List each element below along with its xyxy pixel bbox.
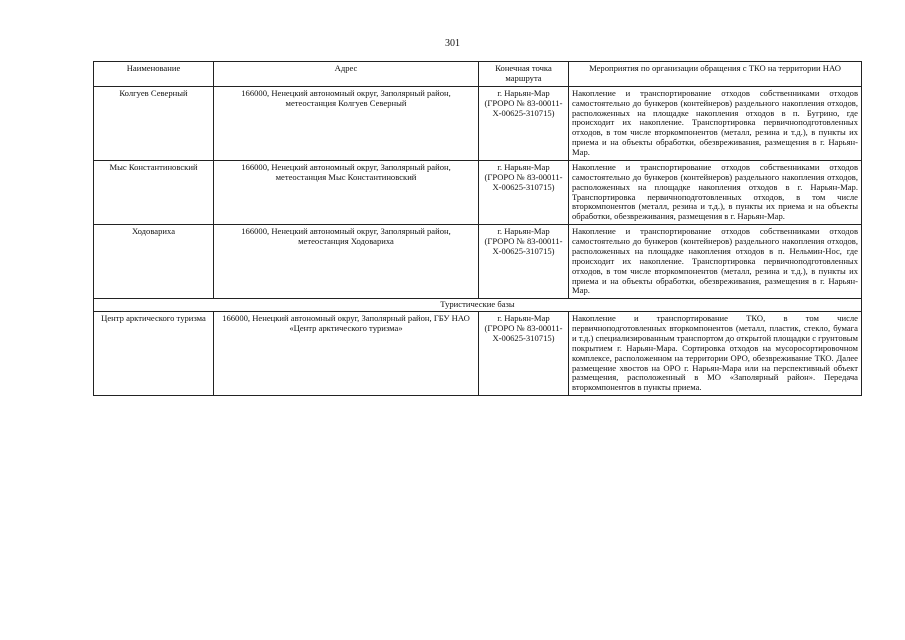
section-title: Туристические базы xyxy=(94,299,862,312)
cell-endpoint: г. Нарьян-Мар (ГРОРО № 83-00011-Х-00625-310715) xyxy=(479,86,569,160)
cell-address: 166000, Ненецкий автономный округ, Заполярный район, метеостанция Колгуев Северный xyxy=(214,86,479,160)
page-number: 301 xyxy=(445,38,460,49)
table-row xyxy=(94,312,862,396)
document-table xyxy=(93,61,862,396)
header-endpoint: Конечная точка маршрута xyxy=(479,62,569,87)
header-measures: Мероприятия по организации обращения с ТКО на территории НАО xyxy=(569,62,862,87)
table-header-row xyxy=(94,62,862,87)
section-row xyxy=(94,299,862,312)
cell-endpoint: г. Нарьян-Мар (ГРОРО № 83-00011-Х-00625-310715) xyxy=(479,312,569,396)
cell-address: 166000, Ненецкий автономный округ, Заполярный район, ГБУ НАО «Центр арктического туризма» xyxy=(214,312,479,396)
header-name: Наименование xyxy=(94,62,214,87)
table-row xyxy=(94,225,862,299)
table-row xyxy=(94,160,862,224)
cell-name: Мыс Константиновский xyxy=(94,160,214,224)
cell-name: Колгуев Северный xyxy=(94,86,214,160)
cell-endpoint: г. Нарьян-Мар (ГРОРО № 83-00011-Х-00625-310715) xyxy=(479,160,569,224)
cell-address: 166000, Ненецкий автономный округ, Заполярный район, метеостанция Мыс Константиновский xyxy=(214,160,479,224)
cell-name: Центр арктического туризма xyxy=(94,312,214,396)
cell-address: 166000, Ненецкий автономный округ, Заполярный район, метеостанция Ходовариха xyxy=(214,225,479,299)
cell-measures: Накопление и транспортирование отходов собственниками отходов самостоятельно до бункеров (контейнеров) раздельного накопления отходов, расположенных на площадке накопления отходов в п. Нельмин-Нос, где происходит их накопление. Транспортировка первичноподготовленных отходов, в том числе вторкомпонентов (металл, резина и т.д.), в пункты их приема и на объекты обработки, обезвреживания, размещения в г. Нарьян-Мар. xyxy=(569,225,862,299)
cell-measures: Накопление и транспортирование отходов собственниками отходов самостоятельно до бункеров (контейнеров) раздельного накопления отходов, расположенных на площадке накопления отходов в г. Нарьян-Мар. Транспортировка первичноподготовленных отходов, в том числе вторкомпонентов (металл, резина и т.д.), в пункты их приема и на объекты обработки, обезвреживания, размещения в г. Нарьян-Мар. xyxy=(569,160,862,224)
cell-endpoint: г. Нарьян-Мар (ГРОРО № 83-00011-Х-00625-310715) xyxy=(479,225,569,299)
cell-measures: Накопление и транспортирование ТКО, в том числе первичноподготовленных вторкомпонентов (металл, пластик, стекло, бумага и т.д.) специализированным транспортом до открытой площадки с грунтовым покрытием г. Нарьян-Мара. Сортировка отходов на мусоросортировочном комплексе, расположенном на территории ОРО, обезвреживание ТКО. Далее размещение хвостов на ОРО г. Нарьян-Мара или на перспективный объект размещения, расположенный в МО «Заполярный район». Передача вторкомпонентов в пункты приема. xyxy=(569,312,862,396)
cell-measures: Накопление и транспортирование отходов собственниками отходов самостоятельно до бункеров (контейнеров) раздельного накопления отходов, расположенных на площадке накопления отходов в п. Бугрино, где происходит их накопление. Транспортировка первичноподготовленных отходов, в том числе вторкомпонентов (металл, резина и т.д.), в пункты их приема и на объекты обработки, обезвреживания, размещения в г. Нарьян-Мар. xyxy=(569,86,862,160)
cell-name: Ходовариха xyxy=(94,225,214,299)
table-row xyxy=(94,86,862,160)
header-address: Адрес xyxy=(214,62,479,87)
